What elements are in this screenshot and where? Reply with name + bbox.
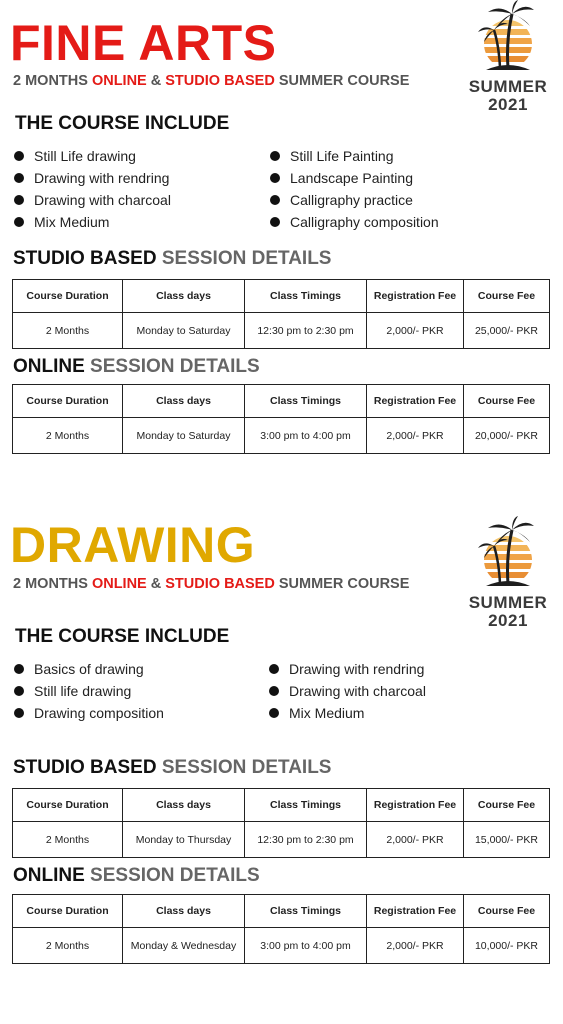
badge-line1: SUMMER xyxy=(468,77,548,96)
header-cell: Class days xyxy=(123,385,245,418)
table-cell: 2,000/- PKR xyxy=(367,418,464,454)
section-title: FINE ARTS xyxy=(10,15,277,71)
subtitle-tail: SUMMER COURSE xyxy=(274,73,410,89)
list-item: Basics of drawing xyxy=(12,658,164,680)
header-cell: Class Timings xyxy=(245,895,367,928)
table-cell: 2,000/- PKR xyxy=(367,313,464,349)
table-row xyxy=(13,928,550,964)
subtitle-amp: & xyxy=(146,73,166,89)
header-cell: Class Timings xyxy=(245,789,367,822)
studio-session-heading xyxy=(13,757,331,779)
table-cell: 2,000/- PKR xyxy=(367,822,464,858)
table-cell: 2,000/- PKR xyxy=(367,928,464,964)
right-bullet-list xyxy=(267,658,426,724)
include-heading: THE COURSE INCLUDE xyxy=(15,113,230,134)
left-bullet-list xyxy=(12,658,164,724)
table-row xyxy=(13,822,550,858)
badge-line2: 2021 xyxy=(488,95,528,114)
heading-grey: SESSION DETAILS xyxy=(156,248,332,269)
online-session-heading xyxy=(13,356,260,378)
subtitle-online: ONLINE xyxy=(91,576,147,592)
list-item: Still Life drawing xyxy=(12,145,171,167)
list-item: Drawing composition xyxy=(12,702,164,724)
badge-line2: 2021 xyxy=(488,611,528,630)
list-item: Drawing with rendring xyxy=(267,658,426,680)
heading-dark: STUDIO BASED xyxy=(13,248,157,269)
right-bullet-list xyxy=(268,145,439,233)
left-bullet-list xyxy=(12,145,171,233)
header-cell: Course Fee xyxy=(464,385,550,418)
header-cell: Registration Fee xyxy=(367,789,464,822)
table-cell: 3:00 pm to 4:00 pm xyxy=(245,418,367,454)
table-cell: 12:30 pm to 2:30 pm xyxy=(245,822,367,858)
table-cell: 2 Months xyxy=(13,822,123,858)
header-cell: Registration Fee xyxy=(367,895,464,928)
header-cell: Class Timings xyxy=(245,385,367,418)
header-cell: Course Duration xyxy=(13,789,123,822)
list-item: Mix Medium xyxy=(267,702,426,724)
table-header-row xyxy=(13,789,550,822)
table-header-row xyxy=(13,895,550,928)
subtitle-lead: 2 MONTHS xyxy=(13,73,92,89)
table-cell: 15,000/- PKR xyxy=(464,822,550,858)
table-cell: 2 Months xyxy=(13,313,123,349)
summer-badge xyxy=(462,516,554,630)
table-cell: 10,000/- PKR xyxy=(464,928,550,964)
include-heading: THE COURSE INCLUDE xyxy=(15,626,230,647)
table-cell: 25,000/- PKR xyxy=(464,313,550,349)
header-cell: Registration Fee xyxy=(367,280,464,313)
header-cell: Course Fee xyxy=(464,895,550,928)
badge-line1: SUMMER xyxy=(468,593,548,612)
section-title: DRAWING xyxy=(10,517,256,573)
table-header-row xyxy=(13,385,550,418)
palm-tree-icon xyxy=(472,0,544,78)
subtitle-studio: STUDIO BASED xyxy=(165,576,275,592)
list-item: Calligraphy composition xyxy=(268,211,439,233)
table-cell: Monday & Wednesday xyxy=(123,928,245,964)
table-header-row xyxy=(13,280,550,313)
table-cell: 12:30 pm to 2:30 pm xyxy=(245,313,367,349)
heading-grey: SESSION DETAILS xyxy=(156,757,332,778)
table-cell: 20,000/- PKR xyxy=(464,418,550,454)
table-cell: 2 Months xyxy=(13,418,123,454)
course-subtitle xyxy=(13,576,409,592)
header-cell: Course Duration xyxy=(13,895,123,928)
list-item: Drawing with rendring xyxy=(12,167,171,189)
course-subtitle xyxy=(13,73,409,89)
studio-session-table xyxy=(12,279,550,349)
list-item: Landscape Painting xyxy=(268,167,439,189)
subtitle-amp: & xyxy=(146,576,166,592)
heading-grey: SESSION DETAILS xyxy=(84,356,260,377)
header-cell: Class Timings xyxy=(245,280,367,313)
list-item: Still life drawing xyxy=(12,680,164,702)
table-cell: Monday to Saturday xyxy=(123,418,245,454)
table-row xyxy=(13,418,550,454)
subtitle-online: ONLINE xyxy=(91,73,147,89)
header-cell: Registration Fee xyxy=(367,385,464,418)
studio-session-table xyxy=(12,788,550,858)
studio-session-heading xyxy=(13,248,331,270)
heading-dark: ONLINE xyxy=(13,356,85,377)
subtitle-studio: STUDIO BASED xyxy=(165,73,275,89)
heading-dark: ONLINE xyxy=(13,865,85,886)
online-session-table xyxy=(12,384,550,454)
heading-dark: STUDIO BASED xyxy=(13,757,157,778)
list-item: Drawing with charcoal xyxy=(12,189,171,211)
subtitle-lead: 2 MONTHS xyxy=(13,576,92,592)
header-cell: Class days xyxy=(123,789,245,822)
table-cell: Monday to Saturday xyxy=(123,313,245,349)
header-cell: Class days xyxy=(123,895,245,928)
summer-badge xyxy=(462,0,554,114)
table-cell: Monday to Thursday xyxy=(123,822,245,858)
online-session-table xyxy=(12,894,550,964)
list-item: Drawing with charcoal xyxy=(267,680,426,702)
header-cell: Course Fee xyxy=(464,280,550,313)
header-cell: Course Duration xyxy=(13,280,123,313)
header-cell: Course Fee xyxy=(464,789,550,822)
palm-tree-icon xyxy=(472,516,544,594)
table-cell: 2 Months xyxy=(13,928,123,964)
table-cell: 3:00 pm to 4:00 pm xyxy=(245,928,367,964)
online-session-heading xyxy=(13,865,260,887)
header-cell: Class days xyxy=(123,280,245,313)
subtitle-tail: SUMMER COURSE xyxy=(274,576,410,592)
list-item: Mix Medium xyxy=(12,211,171,233)
header-cell: Course Duration xyxy=(13,385,123,418)
heading-grey: SESSION DETAILS xyxy=(84,865,260,886)
list-item: Still Life Painting xyxy=(268,145,439,167)
table-row xyxy=(13,313,550,349)
list-item: Calligraphy practice xyxy=(268,189,439,211)
